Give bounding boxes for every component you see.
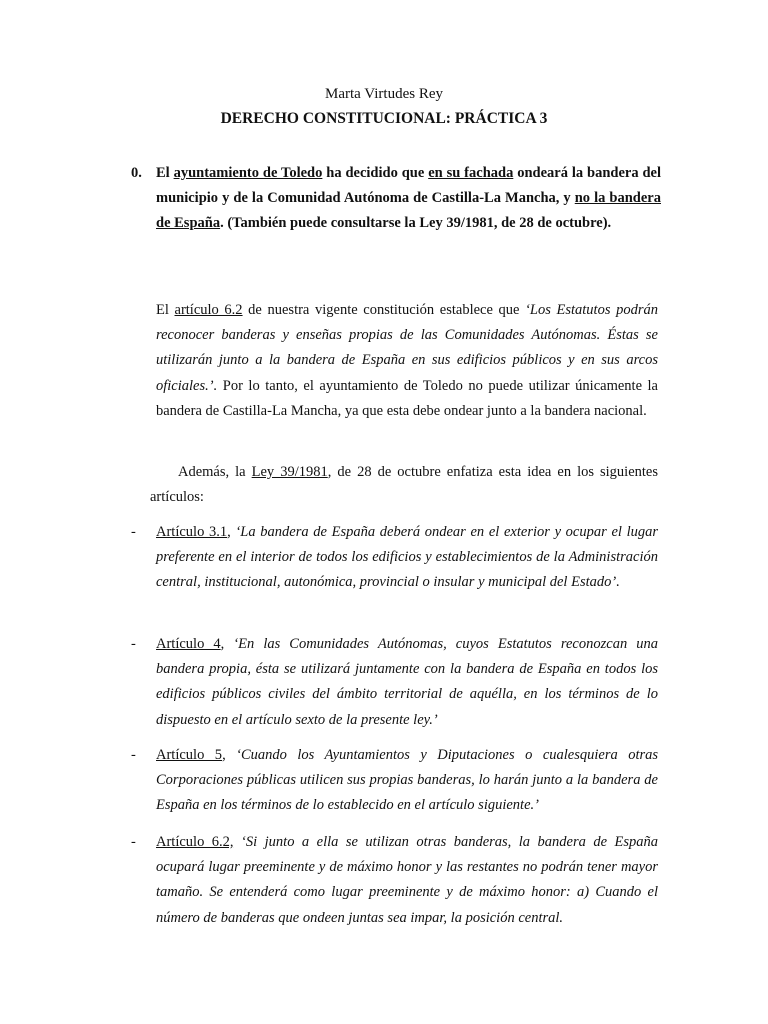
underlined-phrase: no la bandera de España bbox=[156, 190, 661, 231]
list-dash: - bbox=[131, 636, 136, 652]
article-list-item: - Artículo 3.1, ‘La bandera de España deberá ondear en el exterior y ocupar el lugar preferente en el interior de todos los edificios y establecimientos de la Administración central, institucional, autonómica, provincial o insular y municipal del Estado’. bbox=[131, 520, 658, 596]
list-dash: - bbox=[131, 747, 136, 763]
law-reference: Ley 39/1981 bbox=[251, 464, 328, 480]
question-statement bbox=[131, 161, 661, 236]
body-paragraph-law: Además, la Ley 39/1981, de 28 de octubre enfatiza esta idea en los siguientes artículos: bbox=[150, 464, 659, 505]
document-title: DERECHO CONSTITUCIONAL: PRÁCTICA 3 bbox=[220, 110, 548, 127]
underlined-phrase: ayuntamiento de Toledo bbox=[173, 165, 323, 181]
article-label: Artículo 3.1 bbox=[156, 524, 228, 540]
quoted-text: ‘Los Estatutos podrán reconocer banderas y enseñas propias de las Comunidades Autónomas. Éstas se utilizarán junto a la bandera de España en sus edificios públicos y en sus arcos oficiales.’. bbox=[156, 302, 658, 394]
underlined-phrase: en su fachada bbox=[428, 165, 514, 181]
article-label: Artículo 4 bbox=[156, 636, 221, 652]
article-quote: ‘La bandera de España deberá ondear en el exterior y ocupar el lugar preferente en el interior de todos los edificios y establecimientos de la Administración central, institucional, autonómica, provincial o insular y municipal del Estado’. bbox=[156, 524, 659, 591]
question-text: El ayuntamiento de Toledo ha decidido que en su fachada ondeará la bandera del municipio y de la Comunidad Autónoma de Castilla-La Mancha, y no la bandera de España. (También puede consultarse la Ley 39/1981, de 28 de octubre). bbox=[156, 165, 662, 231]
article-quote: ‘En las Comunidades Autónomas, cuyos Estatutos reconozcan una bandera propia, ésta se utilizará juntamente con la bandera de España en todos los edificios públicos civiles del ámbito territorial de aquélla, en los términos de lo dispuesto en el artículo sexto de la presente ley.’ bbox=[156, 636, 658, 728]
author-name: Marta Virtudes Rey bbox=[325, 86, 443, 102]
article-reference: artículo 6.2 bbox=[174, 302, 243, 318]
list-dash: - bbox=[131, 524, 136, 540]
article-quote: ‘Cuando los Ayuntamientos y Diputaciones o cualesquiera otras Corporaciones públicas utilicen sus propias banderas, lo harán junto a la bandera de España en los términos de lo establecido en el artículo siguiente.’ bbox=[156, 747, 659, 814]
article-quote: ‘Si junto a ella se utilizan otras banderas, la bandera de España ocupará lugar preeminente y de máximo honor y las restantes no podrán tener mayor tamaño. Se entenderá como lugar preeminente y de máximo honor: a) Cuando el número de banderas que ondeen juntas sea impar, la posición central. bbox=[156, 834, 659, 926]
article-label: Artículo 5 bbox=[156, 747, 223, 763]
body-paragraph-constitution: El artículo 6.2 de nuestra vigente constitución establece que ‘Los Estatutos podrán reconocer banderas y enseñas propias de las Comunidades Autónomas. Éstas se utilizarán junto a la bandera de España en sus edificios públicos y en sus arcos oficiales.’. Por lo tanto, el ayuntamiento de Toledo no puede utilizar únicamente la bandera de Castilla-La Mancha, ya que esta debe ondear junto a la bandera nacional. bbox=[156, 302, 658, 419]
question-number: 0. bbox=[131, 165, 142, 181]
article-label: Artículo 6.2, bbox=[156, 834, 234, 850]
list-dash: - bbox=[131, 834, 136, 850]
article-list-item: - Artículo 4, ‘En las Comunidades Autónomas, cuyos Estatutos reconozcan una bandera propia, ésta se utilizará juntamente con la bandera de España en todos los edificios públicos civiles del ámbito territorial de aquélla, en los términos de lo dispuesto en el artículo sexto de la presente ley.’ bbox=[131, 632, 658, 733]
article-list-item: - Artículo 5, ‘Cuando los Ayuntamientos y Diputaciones o cualesquiera otras Corporaciones públicas utilicen sus propias banderas, lo harán junto a la bandera de España en los términos de lo establecido en el artículo siguiente.’ bbox=[131, 743, 658, 819]
article-list-item bbox=[131, 830, 658, 931]
